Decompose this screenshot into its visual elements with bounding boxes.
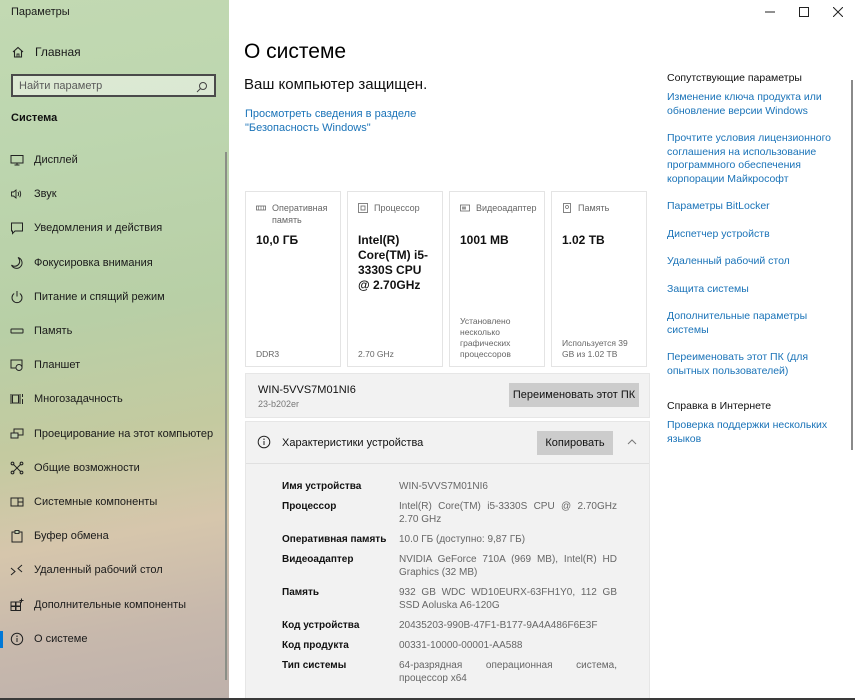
moon-icon bbox=[9, 255, 25, 271]
maximize-button[interactable] bbox=[787, 0, 821, 24]
sidebar-item-power[interactable]: Питание и спящий режим bbox=[0, 280, 225, 314]
related-settings bbox=[667, 72, 832, 460]
card-value: 1001 MB bbox=[460, 233, 509, 247]
link-device-manager[interactable]: Диспетчер устройств bbox=[667, 227, 770, 240]
sidebar-item-remote-desktop[interactable]: Удаленный рабочий стол bbox=[0, 553, 225, 587]
spec-row: Процессор Intel(R) Core(TM) i5-3330S CPU @ 2.70GHz 2.70 GHz bbox=[282, 501, 617, 525]
copy-button[interactable]: Копировать bbox=[537, 431, 613, 455]
pc-name: WIN-5VVS7M01NI6 bbox=[258, 384, 356, 396]
sidebar-item-about[interactable]: О системе bbox=[0, 622, 225, 656]
sidebar bbox=[0, 0, 229, 700]
card-footer: 2.70 GHz bbox=[358, 349, 394, 359]
chevron-up-icon[interactable] bbox=[626, 436, 638, 448]
system-components-icon bbox=[9, 494, 25, 510]
sidebar-item-projecting[interactable]: Проецирование на этот компьютер bbox=[0, 417, 225, 451]
link-remote-desktop[interactable]: Удаленный рабочий стол bbox=[667, 255, 790, 267]
multitasking-icon bbox=[9, 391, 25, 407]
link-rename-pc-advanced[interactable]: Переименовать этот ПК (для опытных пользователей) bbox=[667, 351, 809, 377]
content-scrollbar[interactable] bbox=[851, 80, 853, 450]
app-title: Параметры bbox=[11, 6, 70, 18]
search-icon[interactable] bbox=[196, 80, 208, 92]
spec-row: Тип системы 64-разрядная операционная система, процессор x64 bbox=[282, 660, 617, 684]
maximize-icon bbox=[799, 7, 809, 17]
link-system-protection[interactable]: Защита системы bbox=[667, 282, 749, 295]
window-controls bbox=[753, 0, 855, 24]
shared-experiences-icon bbox=[9, 460, 25, 476]
sound-icon bbox=[9, 186, 25, 202]
clipboard-icon bbox=[9, 528, 25, 544]
card-label: Память bbox=[578, 203, 610, 213]
sidebar-item-optional-features[interactable]: Дополнительные компоненты bbox=[0, 587, 225, 621]
card-value: 1.02 TB bbox=[562, 233, 605, 247]
home-icon bbox=[11, 45, 25, 59]
close-icon bbox=[833, 7, 843, 17]
card-label: Процессор bbox=[374, 203, 420, 213]
sidebar-item-focus-assist[interactable]: Фокусировка внимания bbox=[0, 246, 225, 280]
related-settings-title: Сопутствующие параметры bbox=[667, 72, 802, 84]
ram-icon bbox=[256, 203, 266, 213]
minimize-icon bbox=[765, 7, 775, 17]
link-license-terms[interactable]: Прочтите условия лицензионного соглашения на использование программного обеспечения корпорации Майкрософт bbox=[667, 132, 832, 185]
card-footer: DDR3 bbox=[256, 349, 280, 359]
spec-cards bbox=[245, 191, 647, 367]
section-title: Система bbox=[11, 112, 58, 124]
storage-icon bbox=[9, 323, 25, 339]
link-multilanguage-support[interactable]: Проверка поддержки нескольких языков bbox=[667, 419, 828, 445]
info-icon bbox=[257, 435, 271, 449]
sidebar-item-multitasking[interactable]: Многозадачность bbox=[0, 382, 225, 416]
link-advanced-system-settings[interactable]: Дополнительные параметры системы bbox=[667, 310, 808, 336]
close-button[interactable] bbox=[821, 0, 855, 24]
card-value: Intel(R) Core(TM) i5-3330S CPU @ 2.70GHz bbox=[358, 233, 428, 292]
notifications-icon bbox=[9, 220, 25, 236]
card-value: 10,0 ГБ bbox=[256, 233, 299, 247]
pc-name-panel bbox=[245, 373, 650, 418]
spec-row: Код устройства 20435203-990B-47F1-B177-9A4A486F6E3F bbox=[282, 620, 598, 631]
device-specs-header bbox=[246, 422, 649, 464]
page-title: О системе bbox=[244, 40, 347, 63]
device-specs-table bbox=[282, 480, 617, 692]
sidebar-item-sound[interactable]: Звук bbox=[0, 177, 225, 211]
search-box[interactable] bbox=[11, 74, 216, 97]
search-input[interactable] bbox=[19, 80, 196, 92]
card-footer: Установлено несколько графических процессоров bbox=[460, 316, 511, 359]
disk-icon bbox=[562, 203, 572, 213]
spec-row: Видеоадаптер NVIDIA GeForce 710A (969 MB), Intel(R) HD Graphics (32 MB) bbox=[282, 554, 617, 578]
device-specs-title: Характеристики устройства bbox=[282, 437, 424, 449]
cpu-icon bbox=[358, 203, 368, 213]
spec-row: Оперативная память 10.0 ГБ (доступно: 9,87 ГБ) bbox=[282, 534, 526, 545]
minimize-button[interactable] bbox=[753, 0, 787, 24]
sidebar-item-storage[interactable]: Память bbox=[0, 314, 225, 348]
online-help-title: Справка в Интернете bbox=[667, 400, 772, 412]
card-label: Видеоадаптер bbox=[476, 203, 537, 213]
sidebar-home[interactable] bbox=[0, 38, 225, 66]
link-change-product-key[interactable]: Изменение ключа продукта или обновление версии Windows bbox=[667, 91, 822, 117]
power-icon bbox=[9, 289, 25, 305]
card-storage bbox=[551, 191, 647, 367]
display-icon bbox=[9, 152, 25, 168]
info-icon bbox=[9, 631, 25, 647]
spec-row: Имя устройства WIN-5VVS7M01NI6 bbox=[282, 481, 488, 492]
device-specs-panel bbox=[245, 421, 650, 700]
projecting-icon bbox=[9, 426, 25, 442]
sidebar-item-display[interactable]: Дисплей bbox=[0, 143, 225, 177]
sidebar-scrollbar[interactable] bbox=[225, 152, 227, 680]
security-details-link[interactable]: Просмотреть сведения в разделе "Безопасность Windows" bbox=[245, 108, 417, 134]
tablet-icon bbox=[9, 357, 25, 373]
remote-desktop-icon bbox=[9, 562, 25, 578]
sidebar-nav bbox=[0, 143, 225, 656]
home-label: Главная bbox=[35, 45, 81, 59]
sidebar-item-notifications[interactable]: Уведомления и действия bbox=[0, 211, 225, 245]
rename-pc-button[interactable]: Переименовать этот ПК bbox=[509, 383, 639, 407]
gpu-icon bbox=[460, 203, 470, 213]
card-label: Оперативная память bbox=[272, 203, 328, 225]
sidebar-item-shared-experiences[interactable]: Общие возможности bbox=[0, 451, 225, 485]
card-ram bbox=[245, 191, 341, 367]
card-footer: Используется 39 GB из 1.02 TB bbox=[562, 338, 628, 359]
card-cpu bbox=[347, 191, 443, 367]
main-content bbox=[229, 0, 855, 700]
pc-description: 23-b202er bbox=[258, 399, 300, 409]
protection-status: Ваш компьютер защищен. bbox=[244, 76, 428, 93]
spec-row: Код продукта 00331-10000-00001-AA588 bbox=[282, 640, 523, 651]
link-bitlocker[interactable]: Параметры BitLocker bbox=[667, 200, 770, 212]
sidebar-item-tablet[interactable]: Планшет bbox=[0, 348, 225, 382]
card-gpu bbox=[449, 191, 545, 367]
spec-row: Память 932 GB WDC WD10EURX-63FH1Y0, 112 GB SSD Aoluska A6-120G bbox=[282, 587, 617, 611]
optional-features-icon bbox=[9, 597, 25, 613]
sidebar-item-clipboard[interactable]: Буфер обмена bbox=[0, 519, 225, 553]
sidebar-item-system-components[interactable]: Системные компоненты bbox=[0, 485, 225, 519]
